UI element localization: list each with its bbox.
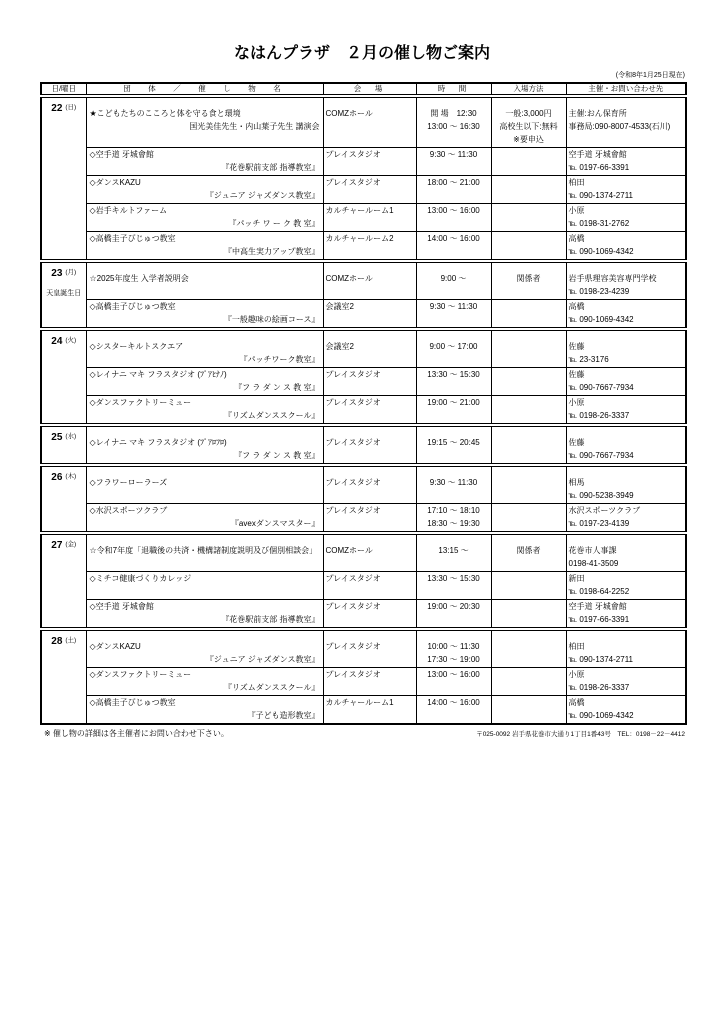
- time-cell: [416, 96, 491, 148]
- entry-cell: [491, 204, 566, 232]
- contact-cell: [566, 329, 686, 368]
- entry-cell: [491, 148, 566, 176]
- event-subtitle: 『ジュニア ジャズダンス教室』: [205, 191, 320, 200]
- entry-line: ※要申込: [513, 135, 544, 144]
- venue-name: プレイスタジオ: [325, 150, 381, 159]
- event-row: [41, 696, 686, 725]
- venue-name: COMZホール: [325, 109, 373, 118]
- event-row: [41, 425, 686, 465]
- event-cell: [86, 533, 323, 572]
- venue-name: プレイスタジオ: [325, 398, 381, 407]
- contact-line: ℡ 23-3176: [568, 355, 609, 364]
- venue-cell: [323, 368, 416, 396]
- entry-cell: [491, 176, 566, 204]
- contact-line: 主催:おん保育所: [568, 109, 627, 118]
- contact-cell: [566, 232, 686, 262]
- venue-name: カルチャールーム2: [325, 234, 394, 243]
- entry-line: 高校生以下:無料: [499, 122, 558, 131]
- event-cell: [86, 261, 323, 300]
- venue-cell: [323, 261, 416, 300]
- venue-name: プレイスタジオ: [325, 506, 381, 515]
- venue-cell: [323, 533, 416, 572]
- contact-line: 佐藤: [568, 342, 585, 351]
- venue-cell: [323, 465, 416, 504]
- venue-cell: [323, 176, 416, 204]
- event-cell: [86, 465, 323, 504]
- venue-name: プレイスタジオ: [325, 642, 381, 651]
- time-cell: [416, 368, 491, 396]
- venue-cell: [323, 396, 416, 426]
- header-entry: 入場方法: [491, 83, 566, 96]
- contact-line: 小原: [568, 206, 585, 215]
- venue-cell: [323, 204, 416, 232]
- event-row: [41, 232, 686, 262]
- contact-line: 柏田: [568, 642, 585, 651]
- header-row: [41, 83, 686, 96]
- contact-line: 水沢スポーツクラブ: [568, 506, 641, 515]
- event-cell: [86, 96, 323, 148]
- event-name: ◇高橋圭子びじゅつ教室: [89, 698, 176, 707]
- entry-cell: [491, 425, 566, 465]
- venue-name: プレイスタジオ: [325, 602, 381, 611]
- contact-line: 佐藤: [568, 438, 585, 447]
- time-cell: [416, 572, 491, 600]
- header-contact: 主催・お問い合わせ先: [566, 83, 686, 96]
- contact-cell: [566, 396, 686, 426]
- event-subtitle: 『リズムダンススクール』: [223, 683, 320, 692]
- contact-cell: [566, 504, 686, 534]
- contact-line: 柏田: [568, 178, 585, 187]
- venue-name: プレイスタジオ: [325, 178, 381, 187]
- venue-name: 会議室2: [325, 302, 354, 311]
- entry-line: 関係者: [516, 546, 541, 555]
- event-name: ◇ダンスファクトリーミュー: [89, 398, 192, 407]
- time-cell: [416, 396, 491, 426]
- event-name: ◇フラワーローラーズ: [89, 478, 168, 487]
- contact-cell: [566, 300, 686, 330]
- contact-line: ℡ 090-1374-2711: [568, 655, 633, 664]
- time-line: 19:15 ～ 20:45: [427, 438, 480, 447]
- entry-cell: [491, 261, 566, 300]
- venue-cell: [323, 504, 416, 534]
- event-row: [41, 629, 686, 668]
- day-cell: [41, 329, 86, 425]
- venue-name: カルチャールーム1: [325, 698, 394, 707]
- entry-cell: [491, 300, 566, 330]
- contact-cell: [566, 668, 686, 696]
- venue-name: プレイスタジオ: [325, 438, 381, 447]
- contact-line: 新田: [568, 574, 585, 583]
- day-weekday: (火): [65, 337, 77, 344]
- contact-line: ℡ 090-1069-4342: [568, 315, 634, 324]
- contact-line: ℡ 0198-23-4239: [568, 287, 630, 296]
- day-label: [42, 635, 86, 649]
- event-cell: [86, 329, 323, 368]
- day-cell: [41, 425, 86, 465]
- event-subtitle: 『花巻駅前支部 指導教室』: [221, 163, 320, 172]
- day-date: 24: [51, 336, 63, 347]
- contact-cell: [566, 533, 686, 572]
- contact-line: ℡ 0198-31-2762: [568, 219, 630, 228]
- day-label: [42, 471, 86, 485]
- time-cell: [416, 204, 491, 232]
- event-row: [41, 572, 686, 600]
- day-cell: [41, 629, 86, 724]
- contact-cell: [566, 629, 686, 668]
- event-name: ★こどもたちのこころと体を守る食と環境: [89, 109, 241, 118]
- event-subtitle: 『リズムダンススクール』: [223, 411, 320, 420]
- time-cell: [416, 696, 491, 725]
- event-cell: [86, 300, 323, 330]
- time-line: 13:00 ～ 16:00: [427, 206, 480, 215]
- time-cell: [416, 533, 491, 572]
- time-line: 9:30 ～ 11:30: [429, 302, 478, 311]
- venue-cell: [323, 629, 416, 668]
- venue-cell: [323, 148, 416, 176]
- time-cell: [416, 629, 491, 668]
- event-row: [41, 368, 686, 396]
- venue-name: プレイスタジオ: [325, 370, 381, 379]
- day-label: [42, 102, 86, 116]
- event-name: ◇ダンスKAZU: [89, 642, 141, 651]
- event-name: ◇空手道 牙城會館: [89, 150, 154, 159]
- day-date: 26: [51, 472, 63, 483]
- contact-line: ℡ 090-7667-7934: [568, 451, 634, 460]
- footer-address: 〒025-0092 岩手県花巻市大通り1丁目1番43号 TEL：0198－22－4412: [476, 731, 685, 738]
- contact-cell: [566, 572, 686, 600]
- event-subtitle: 『中高生実力アップ教室』: [224, 247, 320, 256]
- venue-name: プレイスタジオ: [325, 478, 381, 487]
- venue-name: 会議室2: [325, 342, 354, 351]
- time-line: 開 場 12:30: [430, 109, 477, 118]
- entry-cell: [491, 504, 566, 534]
- entry-cell: [491, 396, 566, 426]
- entry-cell: [491, 96, 566, 148]
- header-event: 団 体 ／ 催 し 物 名: [86, 83, 323, 96]
- event-subtitle: 『ジュニア ジャズダンス教室』: [205, 655, 320, 664]
- contact-line: 0198-41-3509: [568, 559, 619, 568]
- time-cell: [416, 329, 491, 368]
- time-line: 14:00 ～ 16:00: [427, 698, 480, 707]
- contact-line: ℡ 0197-66-3391: [568, 163, 630, 172]
- event-row: [41, 204, 686, 232]
- event-name: ◇レイナニ マキ フラスタジオ (ﾌﾟｱﾋﾅﾉ): [89, 370, 227, 379]
- time-line: 13:00 ～ 16:00: [427, 670, 480, 679]
- time-line: 13:15 ～: [438, 546, 469, 555]
- schedule-sheet: [40, 82, 685, 739]
- entry-line: 一般:3,000円: [505, 109, 552, 118]
- day-label: [42, 539, 86, 553]
- time-line: 13:30 ～ 15:30: [427, 574, 480, 583]
- time-cell: [416, 600, 491, 630]
- contact-cell: [566, 148, 686, 176]
- event-subtitle: 『avexダンスマスター』: [230, 519, 320, 528]
- time-line: 19:00 ～ 20:30: [427, 602, 480, 611]
- contact-line: ℡ 090-1374-2711: [568, 191, 633, 200]
- venue-name: COMZホール: [325, 274, 373, 283]
- contact-line: 佐藤: [568, 370, 585, 379]
- event-name: ☆令和7年度「退職後の共済・機構諸制度説明及び個別相談会」: [89, 546, 318, 555]
- contact-cell: [566, 96, 686, 148]
- venue-cell: [323, 232, 416, 262]
- event-cell: [86, 368, 323, 396]
- contact-line: ℡ 090-1069-4342: [568, 711, 634, 720]
- event-row: [41, 148, 686, 176]
- event-name: ◇水沢スポーツクラブ: [89, 506, 168, 515]
- entry-cell: [491, 668, 566, 696]
- venue-cell: [323, 696, 416, 725]
- time-cell: [416, 668, 491, 696]
- event-cell: [86, 232, 323, 262]
- event-row: [41, 396, 686, 426]
- contact-cell: [566, 261, 686, 300]
- time-line: 9:00 ～ 17:00: [429, 342, 478, 351]
- contact-line: 高橋: [568, 302, 585, 311]
- contact-cell: [566, 600, 686, 630]
- event-cell: [86, 148, 323, 176]
- contact-line: ℡ 090-7667-7934: [568, 383, 634, 392]
- venue-name: COMZホール: [325, 546, 373, 555]
- footer: [40, 728, 685, 739]
- day-date: 25: [51, 432, 63, 443]
- contact-line: 空手道 牙城會館: [568, 602, 627, 611]
- contact-line: 事務局:090-8007-4533(石川): [568, 122, 671, 131]
- time-line: 10:00 ～ 11:30: [427, 642, 480, 651]
- event-name: ◇高橋圭子びじゅつ教室: [89, 234, 176, 243]
- contact-line: ℡ 090-1069-4342: [568, 247, 634, 256]
- event-name: ☆2025年度生 入学者説明会: [89, 274, 189, 283]
- event-row: [41, 600, 686, 630]
- contact-line: 相馬: [568, 478, 585, 487]
- event-name: ◇ダンスファクトリーミュー: [89, 670, 192, 679]
- holiday-label: 天皇誕生日: [46, 290, 82, 297]
- time-line: 18:00 ～ 21:00: [427, 178, 480, 187]
- time-cell: [416, 300, 491, 330]
- time-line: 13:00 ～ 16:30: [427, 122, 480, 131]
- day-weekday: (木): [65, 473, 77, 480]
- header-venue: 会 場: [323, 83, 416, 96]
- venue-cell: [323, 96, 416, 148]
- time-cell: [416, 465, 491, 504]
- venue-name: カルチャールーム1: [325, 206, 394, 215]
- contact-line: 小原: [568, 670, 585, 679]
- day-date: 22: [51, 103, 63, 114]
- event-row: [41, 96, 686, 148]
- time-cell: [416, 232, 491, 262]
- venue-cell: [323, 668, 416, 696]
- day-weekday: (土): [65, 637, 77, 644]
- entry-cell: [491, 629, 566, 668]
- day-label: [42, 267, 86, 281]
- day-weekday: (日): [65, 104, 77, 111]
- time-line: 13:30 ～ 15:30: [427, 370, 480, 379]
- event-cell: [86, 504, 323, 534]
- event-name: ◇ミチコ健康づくりカレッジ: [89, 574, 192, 583]
- event-name: ◇高橋圭子びじゅつ教室: [89, 302, 176, 311]
- header-time: 時 間: [416, 83, 491, 96]
- entry-line: 関係者: [516, 274, 541, 283]
- time-line: 14:00 ～ 16:00: [427, 234, 480, 243]
- event-row: [41, 176, 686, 204]
- day-weekday: (月): [65, 269, 77, 276]
- entry-cell: [491, 600, 566, 630]
- event-subtitle: 『パッチワーク教室』: [239, 355, 320, 364]
- event-row: [41, 504, 686, 534]
- time-line: 9:30 ～ 11:30: [429, 478, 478, 487]
- event-cell: [86, 425, 323, 465]
- schedule-body: [41, 96, 686, 724]
- contact-cell: [566, 465, 686, 504]
- entry-cell: [491, 465, 566, 504]
- event-name: ◇シスターキルトスクエア: [89, 342, 184, 351]
- contact-line: ℡ 0197-66-3391: [568, 615, 630, 624]
- contact-cell: [566, 696, 686, 725]
- event-subtitle: 『花巻駅前支部 指導教室』: [221, 615, 320, 624]
- day-label: [42, 335, 86, 349]
- event-row: [41, 300, 686, 330]
- day-cell: [41, 96, 86, 261]
- day-cell: [41, 533, 86, 629]
- event-subtitle: 『パッチ ワ ー ク 教 室』: [228, 219, 320, 228]
- entry-cell: [491, 572, 566, 600]
- contact-cell: [566, 425, 686, 465]
- event-row: [41, 668, 686, 696]
- event-name: ◇空手道 牙城會館: [89, 602, 154, 611]
- schedule-table: [40, 82, 687, 725]
- entry-cell: [491, 368, 566, 396]
- event-cell: [86, 600, 323, 630]
- event-subtitle: 『一般趣味の絵画コース』: [223, 315, 320, 324]
- time-line: 17:30 ～ 19:00: [427, 655, 480, 664]
- day-date: 27: [51, 540, 63, 551]
- event-cell: [86, 668, 323, 696]
- time-cell: [416, 425, 491, 465]
- venue-name: プレイスタジオ: [325, 574, 381, 583]
- day-cell: [41, 261, 86, 329]
- contact-line: ℡ 0198-64-2252: [568, 587, 630, 596]
- event-cell: [86, 204, 323, 232]
- time-cell: [416, 504, 491, 534]
- day-label: [42, 431, 86, 445]
- venue-cell: [323, 329, 416, 368]
- footer-note: ※ 催し物の詳細は各主催者にお問い合わせ下さい。: [44, 729, 229, 738]
- contact-line: ℡ 090-5238-3949: [568, 491, 634, 500]
- event-subtitle: 『フ ラ ダ ン ス 教 室』: [234, 383, 320, 392]
- event-subtitle: 『子ども造形教室』: [247, 711, 320, 720]
- event-subtitle: 『フ ラ ダ ン ス 教 室』: [234, 451, 320, 460]
- event-row: [41, 329, 686, 368]
- time-line: 17:10 ～ 18:10: [427, 506, 480, 515]
- venue-name: プレイスタジオ: [325, 670, 381, 679]
- event-name: ◇レイナニ マキ フラスタジオ (ﾌﾟｱﾛﾌﾛ): [89, 438, 227, 447]
- event-row: [41, 533, 686, 572]
- entry-cell: [491, 696, 566, 725]
- time-cell: [416, 148, 491, 176]
- contact-cell: [566, 204, 686, 232]
- event-name: ◇岩手キルトファーム: [89, 206, 168, 215]
- page-title: なはんプラザ ２月の催し物ご案内: [233, 45, 490, 62]
- venue-cell: [323, 300, 416, 330]
- event-cell: [86, 696, 323, 725]
- event-subtitle: 国光美佳先生・内山葉子先生 講演会: [189, 122, 320, 131]
- time-cell: [416, 261, 491, 300]
- event-name: ◇ダンスKAZU: [89, 178, 141, 187]
- time-line: 19:00 ～ 21:00: [427, 398, 480, 407]
- contact-line: 小原: [568, 398, 585, 407]
- time-line: 9:00 ～: [440, 274, 467, 283]
- contact-line: 高橋: [568, 698, 585, 707]
- contact-line: 空手道 牙城會館: [568, 150, 627, 159]
- contact-line: ℡ 0197-23-4139: [568, 519, 630, 528]
- event-row: [41, 261, 686, 300]
- time-cell: [416, 176, 491, 204]
- event-row: [41, 465, 686, 504]
- event-cell: [86, 572, 323, 600]
- contact-line: ℡ 0198-26-3337: [568, 411, 630, 420]
- contact-line: 花巻市人事課: [568, 546, 617, 555]
- event-cell: [86, 176, 323, 204]
- contact-cell: [566, 368, 686, 396]
- event-cell: [86, 629, 323, 668]
- contact-line: 高橋: [568, 234, 585, 243]
- day-weekday: (水): [65, 433, 77, 440]
- as-of-date: (令和8年1月25日現在): [615, 72, 685, 79]
- entry-cell: [491, 533, 566, 572]
- header-day: 日/曜日: [41, 83, 86, 96]
- venue-cell: [323, 600, 416, 630]
- day-weekday: (金): [65, 541, 77, 548]
- time-line: 9:30 ～ 11:30: [429, 150, 478, 159]
- contact-line: ℡ 0198-26-3337: [568, 683, 630, 692]
- contact-cell: [566, 176, 686, 204]
- day-date: 28: [51, 636, 63, 647]
- entry-cell: [491, 232, 566, 262]
- venue-cell: [323, 425, 416, 465]
- event-cell: [86, 396, 323, 426]
- contact-line: 岩手県理容美容専門学校: [568, 274, 657, 283]
- day-date: 23: [51, 268, 63, 279]
- time-line: 18:30 ～ 19:30: [427, 519, 480, 528]
- entry-cell: [491, 329, 566, 368]
- day-cell: [41, 465, 86, 533]
- venue-cell: [323, 572, 416, 600]
